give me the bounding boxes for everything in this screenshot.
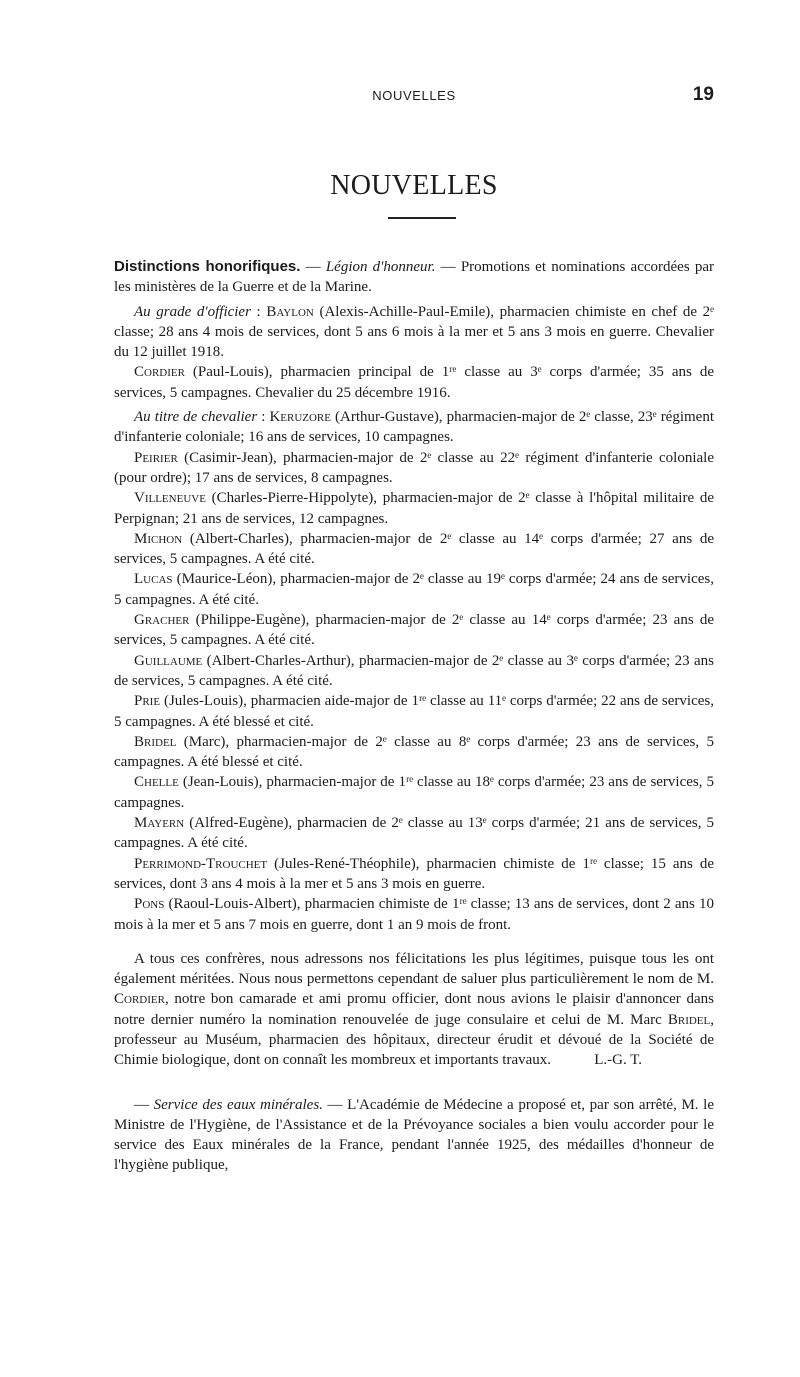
entry-name: Lucas bbox=[134, 571, 173, 588]
entry-name: Perrimond-Trouchet bbox=[134, 855, 268, 872]
entry-name: Pons bbox=[134, 896, 165, 913]
eaux-heading: Service des eaux minérales. bbox=[153, 1096, 323, 1113]
closing-name-cordier: Cordier bbox=[114, 991, 165, 1008]
separator: — bbox=[435, 259, 461, 275]
entry-text: (Jean-Louis), pharmacien-major de 1ʳᵉ classe au 18ᵉ corps d'armée; 23 ans de services, 5 campagnes. bbox=[114, 774, 714, 811]
chevalier-entry-6 bbox=[114, 610, 714, 651]
legion-heading: Légion d'honneur. bbox=[325, 259, 436, 275]
chevalier-entry-2 bbox=[114, 448, 714, 489]
running-head bbox=[114, 86, 714, 110]
entry-text: (Maurice-Léon), pharmacien-major de 2ᵉ classe au 19ᵉ corps d'armée; 24 ans de services, 5 campagnes. A été cité. bbox=[114, 571, 714, 608]
entry-name: Keruzore bbox=[269, 409, 331, 426]
chevalier-entry-12 bbox=[114, 854, 714, 895]
chevalier-entry-10 bbox=[114, 772, 714, 813]
officier-label: Au grade d'officier bbox=[134, 303, 251, 320]
distinctions-intro: Promotions et nominations accordées par les ministères de la Guerre et de la Marine. bbox=[114, 259, 714, 296]
chevalier-entry-3 bbox=[114, 488, 714, 529]
chevalier-entry-8 bbox=[114, 691, 714, 732]
separator: — bbox=[300, 259, 326, 275]
signature: L.-G. T. bbox=[594, 1052, 642, 1069]
chevalier-entry-4 bbox=[114, 529, 714, 570]
eaux-dash: — bbox=[134, 1096, 154, 1113]
title-rule bbox=[388, 217, 456, 219]
entry-text: (Alfred-Eugène), pharmacien de 2ᵉ classe au 13ᵉ corps d'armée; 21 ans de services, 5 campagnes. A été cité. bbox=[114, 815, 714, 852]
entry-text: (Casimir-Jean), pharmacien-major de 2ᵉ classe au 22ᵉ régiment d'infanterie coloniale (pour ordre); 17 ans de services, 8 campagnes. bbox=[114, 449, 714, 486]
article-body bbox=[114, 257, 714, 1176]
chevalier-entry-11 bbox=[114, 813, 714, 854]
chevalier-entry-7 bbox=[114, 651, 714, 692]
entry-name: Chelle bbox=[134, 774, 179, 791]
chevalier-entry-1: Au titre de chevalier : Keruzore (Arthur-Gustave), pharmacien-major de 2ᵉ classe, 23ᵉ régiment d'infanterie coloniale; 16 ans de services, 10 campagnes. bbox=[114, 409, 715, 446]
entry-text: (Marc), pharmacien-major de 2ᵉ classe au 8ᵉ corps d'armée; 23 ans de services, 5 campagnes. A été blessé et cité. bbox=[114, 733, 714, 771]
entry-text: (Jules-René-Théophile), pharmacien chimiste de 1ʳᵉ classe; 15 ans de services, dont 3 ans 4 mois à la mer et 5 ans 3 mois en guerre. bbox=[114, 855, 714, 892]
entry-name: Gracher bbox=[134, 612, 190, 629]
chevalier-entry-9 bbox=[114, 732, 714, 773]
eaux-minerales-paragraph bbox=[114, 1095, 714, 1176]
closing-text-1: A tous ces confrères, nous adressons nos félicitations les plus légitimes, puisque tous les ont également méritées. Nous nous permettons cependant de saluer plus particulièrement le nom de M. bbox=[114, 950, 714, 988]
entry-name: Bridel bbox=[134, 733, 177, 750]
chevalier-entry-5 bbox=[114, 569, 714, 610]
entry-name: Baylon bbox=[266, 303, 314, 320]
entry-text: (Raoul-Louis-Albert), pharmacien chimiste de 1ʳᵉ classe; 13 ans de services, dont 2 ans 10 mois à la mer et 5 ans 7 mois en guerre, dont 1 an 9 mois de front. bbox=[114, 896, 714, 933]
entry-name: Prie bbox=[134, 693, 161, 710]
entry-name: Michon bbox=[134, 530, 183, 547]
entry-text: (Albert-Charles), pharmacien-major de 2ᵉ classe au 14ᵉ corps d'armée; 27 ans de services, 5 campagnes. A été cité. bbox=[114, 530, 714, 568]
entry-name: Villeneuve bbox=[134, 490, 206, 507]
entry-name: Peirier bbox=[134, 449, 178, 466]
distinctions-heading: Distinctions honorifiques. bbox=[114, 258, 301, 275]
page-title: NOUVELLES bbox=[330, 170, 498, 201]
entry-text: (Albert-Charles-Arthur), pharmacien-major de 2ᵉ classe au 3ᵉ corps d'armée; 23 ans de services, 5 campagnes. A été cité. bbox=[114, 652, 714, 689]
entry-text: (Philippe-Eugène), pharmacien-major de 2ᵉ classe au 14ᵉ corps d'armée; 23 ans de services, 5 campagnes. A été cité. bbox=[114, 612, 714, 649]
entry-text: (Paul-Louis), pharmacien principal de 1ʳᵉ classe au 3ᵉ corps d'armée; 35 ans de services, 5 campagnes. Chevalier du 25 décembre 1916. bbox=[114, 364, 714, 401]
running-title: NOUVELLES bbox=[372, 88, 456, 103]
closing-paragraph bbox=[114, 949, 714, 1071]
officier-entry-1: Au grade d'officier : Baylon (Alexis-Achille-Paul-Emile), pharmacien chimiste en chef de 2ᵉ classe; 28 ans 4 mois de services, dont 5 ans 6 mois à la mer et 5 ans 3 mois en guerre. Chevalier du 12 juillet 1918. bbox=[114, 303, 714, 361]
closing-text-2: , notre bon camarade et ami promu officier, dont nous avions le plaisir d'annoncer dans notre dernier numéro la nomination renouvelée de juge consulaire et celui de M. Marc bbox=[114, 991, 714, 1028]
entry-name: Guillaume bbox=[134, 652, 203, 669]
officier-entry-2 bbox=[114, 362, 714, 403]
eaux-text: — L'Académie de Médecine a proposé et, par son arrêté, M. le Ministre de l'Hygiène, de l'Assistance et de la Prévoyance sociales a bien voulu accorder pour le service des Eaux minérales de la France, pendant l'année 1925, des médailles d'honneur de l'hygiène publique, bbox=[114, 1096, 714, 1174]
entry-name: Mayern bbox=[134, 815, 185, 832]
entry-text: (Arthur-Gustave), pharmacien-major de 2ᵉ classe, 23ᵉ régiment d'infanterie coloniale; 16 ans de services, 10 campagnes. bbox=[114, 409, 715, 446]
entry-name: Cordier bbox=[134, 364, 185, 381]
entry-text: (Charles-Pierre-Hippolyte), pharmacien-major de 2ᵉ classe à l'hôpital militaire de Perpignan; 21 ans de services, 12 campagnes. bbox=[114, 490, 714, 527]
entry-text: (Alexis-Achille-Paul-Emile), pharmacien chimiste en chef de 2ᵉ classe; 28 ans 4 mois de services, dont 5 ans 6 mois à la mer et 5 ans 3 mois en guerre. Chevalier du 12 juillet 1918. bbox=[114, 303, 714, 361]
chevalier-label: Au titre de chevalier bbox=[134, 409, 258, 426]
chevalier-entry-13 bbox=[114, 894, 714, 935]
page-number: 19 bbox=[692, 84, 714, 105]
entry-text: (Jules-Louis), pharmacien aide-major de 1ʳᵉ classe au 11ᵉ corps d'armée; 22 ans de services, 5 campagnes. A été blessé et cité. bbox=[114, 693, 714, 730]
distinctions-paragraph bbox=[114, 257, 714, 298]
closing-text-3: , professeur au Muséum, pharmacien des hôpitaux, directeur érudit et dévoué de la Société de Chimie biologique, dont on connaît les mombreux et importants travaux. bbox=[114, 1011, 714, 1069]
closing-name-bridel: Bridel bbox=[667, 1011, 711, 1028]
